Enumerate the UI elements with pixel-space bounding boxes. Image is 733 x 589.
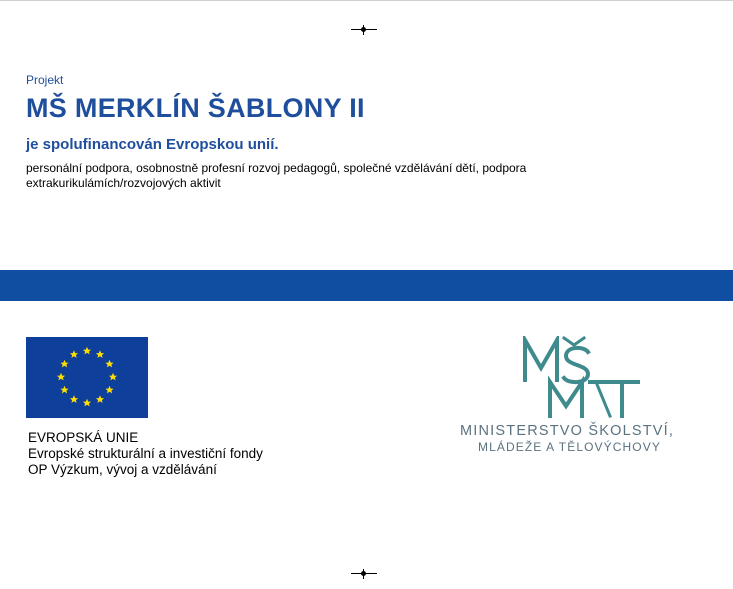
eu-flag-stars [26, 337, 148, 418]
eu-flag-icon [26, 337, 148, 418]
ministry-name-line1: MINISTERSTVO ŠKOLSTVÍ, [460, 423, 675, 439]
project-subtitle: je spolufinancován Evropskou unií. [26, 136, 279, 153]
project-title: MŠ MERKLÍN ŠABLONY II [26, 93, 365, 123]
crop-mark-top-icon [351, 25, 377, 35]
eu-name: EVROPSKÁ UNIE [28, 430, 139, 445]
eu-programme: OP Výzkum, vývoj a vzdělávání [28, 462, 217, 477]
ministry-name-line2: MLÁDEŽE A TĚLOVÝCHOVY [478, 440, 661, 454]
crop-mark-bottom-icon [351, 569, 377, 579]
eu-funds: Evropské strukturální a investiční fondy [28, 446, 263, 461]
msmt-logo-mark [520, 336, 646, 418]
project-label: Projekt [26, 73, 64, 87]
msmt-logo-icon [520, 336, 646, 418]
top-divider [0, 0, 733, 1]
project-description: personální podpora, osobnostně profesní rozvoj pedagogů, společné vzdělávání dětí, podpora extrakurikulámích/rozvojových aktivit [26, 161, 527, 190]
blue-band [0, 270, 733, 301]
eu-caption [28, 430, 263, 478]
